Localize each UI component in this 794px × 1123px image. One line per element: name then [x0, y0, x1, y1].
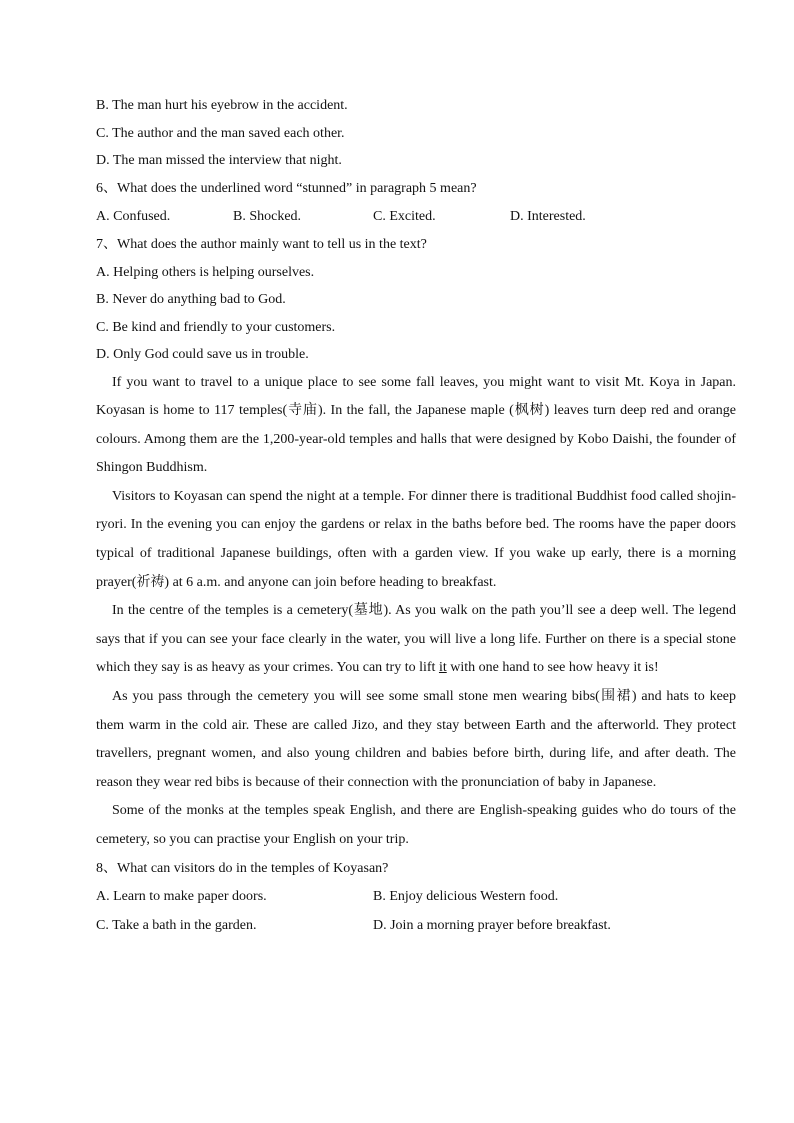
q6-option-d: D. Interested. — [510, 209, 586, 224]
q8-stem: 8、What can visitors do in the temples of Koyasan? — [96, 860, 389, 876]
q7-stem: 7、What does the author mainly want to tell us in the text? — [96, 237, 427, 252]
q6-options — [96, 202, 736, 231]
q7-option-c: C. Be kind and friendly to your customers. — [96, 319, 336, 335]
q6-option-a: A. Confused. — [96, 209, 171, 224]
paragraph-3-text-start: In the centre of the temples is a cemetery(墓地). As you walk on the path you’ll see a deep well. The legend says that if you can see your face clearly in the water, you will live a long life. Further on there is a special stone which they say is as heavy as your crimes. You can try to lift — [96, 603, 736, 676]
q5-option-d: D. The man missed the interview that night. — [96, 153, 342, 168]
q5-option-c: C. The author and the man saved each other. — [96, 125, 345, 141]
passage-paragraph-5: Some of the monks at the temples speak English, and there are English-speaking guides who do tours of the cemetery, so you can practise your English on your trip. — [96, 803, 736, 847]
q6-option-c: C. Excited. — [373, 209, 436, 224]
q8-options-row-2 — [96, 911, 736, 940]
passage-paragraph-4: As you pass through the cemetery you will see some small stone men wearing bibs(围裙) and hats to keep them warm in the cold air. These are called Jizo, and they stay between Earth and the afterworld. They protect travellers, pregnant women, and also young children and babies before birth, during life, and after death. The reason they wear red bibs is because of their connection with the pronunciation of baby in Japanese. — [96, 689, 736, 790]
q7-option-a: A. Helping others is helping ourselves. — [96, 264, 315, 280]
q8-option-d: D. Join a morning prayer before breakfast. — [373, 918, 611, 934]
q8-options-row-1 — [96, 882, 736, 911]
document-page — [96, 92, 736, 940]
q6-stem: 6、What does the underlined word “stunned” in paragraph 5 mean? — [96, 180, 477, 196]
q5-option-b: B. The man hurt his eyebrow in the accident. — [96, 98, 348, 113]
passage-paragraph-2: Visitors to Koyasan can spend the night at a temple. For dinner there is traditional Buddhist food called shojin-ryori. In the evening you can enjoy the gardens or relax in the baths before bed. The rooms have the paper doors typical of traditional Japanese buildings, often with a garden view. If you wake up early, there is a morning prayer(祈祷) at 6 a.m. and anyone can join before heading to breakfast. — [96, 488, 736, 590]
q6-option-b: B. Shocked. — [233, 209, 302, 224]
q8-option-b: B. Enjoy delicious Western food. — [373, 889, 559, 905]
q8-option-c: C. Take a bath in the garden. — [96, 918, 257, 934]
q7-option-d: D. Only God could save us in trouble. — [96, 347, 309, 362]
passage-paragraph-1: If you want to travel to a unique place to see some fall leaves, you might want to visit Mt. Koya in Japan. Koyasan is home to 117 temples(寺庙). In the fall, the Japanese maple (枫树) leaves turn deep red and orange colours. Among them are the 1,200-year-old temples and halls that were designed by Kobo Daishi, the founder of Shingon Buddhism. — [96, 374, 736, 476]
q7-option-b: B. Never do anything bad to God. — [96, 292, 286, 307]
underlined-word-it: it — [438, 660, 447, 676]
q8-option-a: A. Learn to make paper doors. — [96, 889, 267, 905]
passage-paragraph-3 — [96, 597, 736, 683]
paragraph-3-text-end: with one hand to see how heavy it is! — [446, 660, 659, 676]
